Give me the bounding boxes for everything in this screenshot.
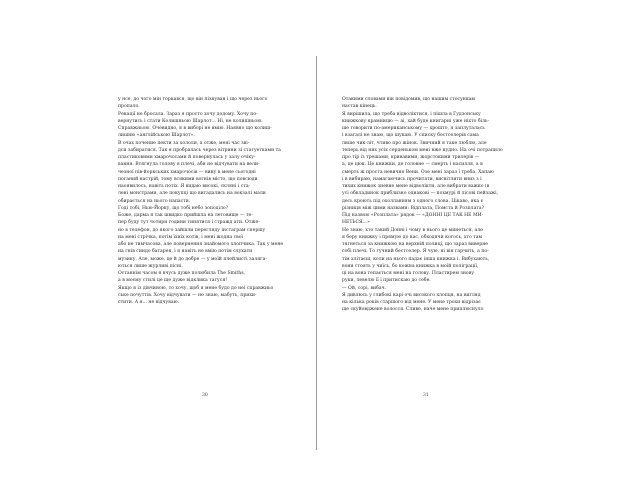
text-line: про тір із трешами, кривавими, жорстокими трилерів — — [342, 155, 480, 160]
text-line: настав кінець. — [342, 104, 377, 110]
text-line: і в вибираю, намагаючись прочитати, висвітлити вниз з і — [342, 176, 482, 182]
text-line: ці на вона гепається мені на голову. Пластирем знову — [342, 271, 474, 276]
text-line: усі обкладинок приблизно однакові — похмурі й лісові пейзажі, — [342, 191, 499, 197]
text-line: стити. А я... не відчуваю. — [118, 300, 180, 305]
text-line: Якщо я із дівчиною, то хочу, щоб я мене будо дo неї справжньо — [118, 285, 274, 291]
text-line: чезної пів-йоркських хмарочосів — вину в мене сьогодні — [118, 169, 256, 175]
text-line: пластиковими хмарочосами й повернулась у залу очіку- — [118, 155, 256, 160]
text-line: поганий настрій, тому всякими вогнів місто, що повсюди — [118, 176, 258, 182]
text-line: вернутись і стати Колишньою Шарлот... Ні, не колишньою. — [118, 118, 263, 124]
text-line: а, це цюк. Це книжки, де головне — смерть і насилля, а в — [342, 162, 483, 168]
text-line: Отакими словами він повідомив, що нашим стосункам — [342, 97, 476, 102]
text-line: вони стоять у чиїсь, бо кожна книжка в моїй поліграції, — [342, 263, 479, 269]
text-line: ються лише журливі пісні. — [118, 263, 183, 269]
right-page-number: 31 — [423, 393, 429, 398]
text-line: вання. Втягнула голову в плечі, аби не відчувати на вели- — [118, 162, 260, 168]
text-line: я беру книжку і прямую до кас, обходячи когось, хто там — [342, 234, 483, 240]
text-line: руки, левелю її і притискаю до себе. — [342, 278, 431, 284]
text-line: Годі тобі, Нью-Йорку, що тобі небо зоподіло? — [118, 205, 229, 211]
text-line: ське почуттів. Хочу відчувати — не знаю, мабуть, прихи- — [118, 292, 257, 298]
text-line: а в моєму стилі це ще дуже відклика татуся! — [118, 278, 228, 284]
text-line: Під назвою «Розплата» рядок — «ДОННІ ЦЕ ТАК НЕ МИ- — [342, 213, 484, 218]
text-line: тім хлітаєш, коли на нього падає інша книжка і. Вибухають, — [342, 256, 490, 262]
text-line: — Ой, сорі, вибач. — [342, 285, 387, 291]
text-line: лише чик-літ, чтиво про жінок. Звичний я таке люблю, але — [342, 140, 487, 146]
text-line: лені монстрами, але покупці що вигадались на вокзалі мали — [118, 191, 266, 197]
text-line: тихих книжок зневне мене відволікти, але вибрати важко (в — [342, 184, 490, 189]
text-line: но в телефон, до якого зайшли перегляду інстаграм спершу — [118, 227, 266, 233]
right-page-text — [342, 96, 503, 398]
page-gutter — [316, 56, 317, 450]
text-line: Боже, дарма я так швидко прийшла на летовище — те- — [118, 213, 253, 218]
text-line: смерть ж проста невичне Вени. Озе мені зараз і треба. Хапаю — [342, 169, 494, 175]
text-line: на гнів синдо батарея, і я навіть не вмію потім слухати — [118, 249, 253, 255]
text-line: Справжньою. Очевидно, я в виборі не вмію. Наявно що колиш- — [118, 126, 272, 131]
text-line: на мені стрічка, потім їхніх котів, і мені жодна свої — [118, 234, 243, 240]
text-line: на кілька років старшого від мене. У мене трохи відрізає — [342, 300, 481, 305]
text-line: дси забиратися. Так я пробралась через вітрини зі статуетками та — [118, 147, 281, 153]
left-page-text — [118, 96, 284, 398]
text-line: десь кроють під охолланням з одного слова. Цікаво, яка є — [342, 198, 484, 204]
text-line: лишню «англійською Шарлот». — [118, 133, 195, 139]
text-line: обирається на нього напасти. — [118, 198, 191, 204]
text-line: В очах почение пекти за хололи, а отже, мені час зві- — [118, 140, 250, 146]
text-line: і взагалі не знаю, що шукаю. У списку бестселерів сама — [342, 133, 479, 139]
text-line: пропало. — [118, 104, 140, 110]
text-line: Я вирішила, що треба відволіктися, і пішла в Гудзонську — [342, 111, 481, 117]
text-line: тягнеться за книжкою на верхній полиці, що зараз виверне — [342, 242, 488, 247]
left-page-number: 30 — [202, 393, 208, 398]
text-line: Не знаю, хто такий Донні і чому в нього це минеться, але — [342, 227, 483, 233]
text-line: ще скуйовджене волосся. Сливе, наче мене приплюснуло — [342, 307, 484, 313]
text-line: теперь від них усіх серденьком мені вже нудно. На очі потрапило — [342, 147, 503, 153]
text-line: різниця між цими назвами: Відплата, Помста й Розплата? — [342, 205, 485, 211]
text-line: собі плечі. То гучний бестселер. Я чую, ні він гарчить, а по- — [342, 249, 489, 255]
text-line: у нсе, до чого мін торкався, що він пізнуван і що через нього — [118, 97, 268, 102]
text-line: книжкову крамницю — аі, хай буде книгарні уже ніхто біль- — [342, 118, 490, 124]
text-line: наоявилось, навіть потіх. Я видаю високі, скляні і ста- — [118, 184, 251, 189]
text-line: пер буду тут чотири години тинятися і стражд ати. Отже- — [118, 220, 260, 226]
text-line: Рекації не бросала. Зараз я просто хочу додому. Хочу по- — [118, 111, 258, 117]
text-line: музику. Але, може, це й до добре — у моїй плейлисті заляга- — [118, 256, 267, 262]
text-line: Я дивлюсь у глибокі карі очі високого хлопця, на вигляд — [342, 292, 481, 298]
text-line: НЕТЬСЯ...» — [342, 220, 370, 226]
text-line: Останнім часом я вчусь дуже полюбила The Smiths, — [118, 271, 246, 276]
text-line: або не тимчасова, але повернення знайомого хлопчика. Так у мене — [118, 242, 284, 247]
text-line: ше говорити по-американському — хрошто, я заплуталась — [342, 126, 485, 131]
